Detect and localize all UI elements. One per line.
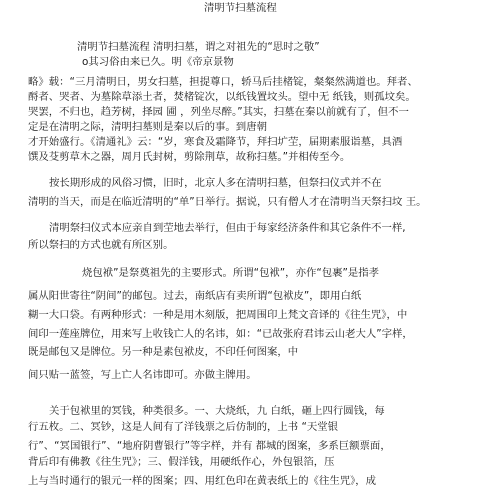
text-line: 哭罢，不归也，趋芳树，择园 圃 ，列坐尽醉。”其实，扫墓在秦以前就有了，但不一 [28,106,409,118]
text-line: 行五枚。二、冥钞，这是人间有了洋钱票之后仿制的，上书 “天堂银 [28,421,339,433]
text-line: 属从阳世寄往“阴间”的邮包。过去，南纸店有卖所谓“包袱皮”，即用白纸 [28,290,362,302]
text-line: 既是邮包又是牌位。另一种是素包袱皮，不印任何图案，中 [28,346,299,358]
text-line: o其习俗由来已久。明《帝京景物 [82,56,234,68]
text-line: 酹者、哭者、为墓除草添土者，焚楮锭次，以纸钱置坟头。望中无 纸钱，则孤坟矣。 [28,91,416,103]
text-line: 所以祭扫的方式也就有所区别。 [28,239,174,251]
text-line: 上与当时通行的银元一样的图案；四、用红色印在黄表纸上的《往生咒》，成 [28,475,377,487]
text-line: 间只贴一蓝签，写上亡人名讳即可。亦做主牌用。 [28,369,257,381]
text-line: 略》载：“三月清明日，男女扫墓，担提尊口，轿马后挂楮锭，粲粲然满道也。拜者、 [28,76,418,88]
text-line: 烧包袱”是祭奠祖先的主要形式。所谓“包袱”，亦作“包裹”是指孝 [82,267,380,279]
text-line: 关于包袱里的冥钱，种类很多。一、大烧纸，九 白纸，砸上四行圆钱，每 [49,405,385,417]
text-line: 馔及芟剪草木之器，周月氏封树，剪除荆草，故称扫墓。”并相传至今。 [28,151,351,163]
text-line: 糊一大口袋。有两种形式：一种是用木刻版，把周围印上梵文音译的《往生咒》，中 [28,309,408,321]
text-line: 定是在清明之际，清明扫墓则是秦以后的事。到唐朝 [28,121,267,133]
document-title: 清明节扫墓流程 [204,2,277,14]
text-line: 清明的当天，而是在临近清明的“单”日举行。据说，只有僧人才在清明当天祭扫坟 王。 [28,196,427,208]
text-line: 背后印有佛教《往生咒》；三、假洋钱，用硬纸作心，外包银箔，压 [28,456,335,468]
text-line: 才开始盛行。《清通礼》云：“岁，寒食及霜降节，拜扫圹茔，届期素服诣墓，具酒 [28,136,403,148]
text-line: 行”、“冥国银行”、“地府阴曹银行”等字样，并有 都城的图案，多系巨额票面， [28,440,391,452]
text-line: 按长期形成的风俗习惯，旧时，北京人多在清明扫墓，但祭扫仪式并不在 [49,177,382,189]
text-line: 清明祭扫仪式本应亲自到茔地去举行，但由于每家经济条件和其它条件不一样, [49,222,406,234]
text-line: 间印一莲座牌位，用来写上收钱亡人的名讳，如：“已故张府君讳云山老大人”字样， [28,328,413,340]
text-line: 清明节扫墓流程 清明扫墓，谓之对祖先的“思时之敬” [77,41,320,53]
